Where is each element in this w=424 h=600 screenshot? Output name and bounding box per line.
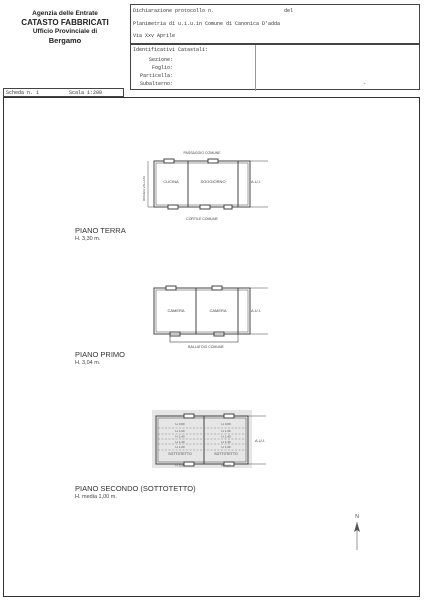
height-mark: H. 1,40 — [221, 440, 231, 444]
floor-height-ground: H. 3,30 m. — [75, 236, 101, 242]
floor-height-second: H. media 1,00 m. — [75, 494, 117, 500]
label-ballatoio-comune: BALLATOIO COMUNE — [188, 345, 224, 349]
room-sottotetto-2: SOTTOTETTO — [214, 452, 238, 456]
subordinate-label: Subalterno: — [139, 81, 173, 87]
room-cucina: CUCINA — [163, 179, 179, 184]
protocol-label: Dichiarazione protocollo n. — [133, 8, 215, 14]
date-label: del — [284, 8, 294, 14]
subordinate-dash: - — [363, 81, 367, 87]
parcel-label: Particella: — [139, 73, 173, 79]
sheet-number: Scheda n. 1 — [6, 90, 40, 96]
height-mark: H. 0,60 — [221, 463, 231, 468]
height-mark: H. 1,40 — [175, 440, 185, 444]
agency-name: Agenzia delle Entrate — [32, 10, 98, 17]
room-camera-2: CAMERA — [209, 308, 227, 313]
floor-height-first: H. 3,04 m. — [75, 360, 101, 366]
agency-header — [0, 10, 130, 46]
height-mark: H. 1,00 — [221, 429, 231, 433]
registry-name: CATASTO FABBRICATI — [21, 18, 109, 27]
height-mark: H. 0,60 — [175, 422, 185, 426]
room-aui-second: A.U.I. — [254, 438, 266, 443]
room-soggiorno: SOGGIORNO — [200, 179, 226, 184]
sheet-info — [3, 88, 124, 97]
height-mark: H. 0,60 — [175, 463, 185, 468]
declaration-box — [130, 4, 420, 44]
office-city: Bergamo — [48, 36, 82, 45]
room-sottotetto-1: SOTTOTETTO — [168, 452, 192, 456]
floor-plan-ground — [140, 145, 270, 225]
cadastral-divider — [255, 45, 256, 91]
height-mark: H. 0,60 — [221, 422, 231, 426]
height-mark: H. 1,00 — [175, 445, 185, 449]
section-label: Sezione: — [148, 57, 173, 63]
north-label: N — [355, 514, 359, 520]
room-camera-1: CAMERA — [167, 308, 185, 313]
height-mark: H. 1,40 — [221, 434, 231, 439]
floor-plan-first — [140, 280, 270, 352]
label-cortile-comune: CORTILE COMUNE — [186, 217, 218, 221]
room-aui-first: A.U.I. — [250, 308, 262, 313]
height-mark: H. 1,00 — [175, 429, 185, 433]
cadastral-heading: Identificativi Catastali: — [133, 47, 209, 53]
cadastral-box — [130, 44, 420, 90]
address: Via Xxv Aprile — [133, 33, 176, 39]
floor-plan-second — [140, 408, 270, 470]
label-passaggio-comune: PASSAGGIO COMUNE — [183, 151, 221, 155]
north-arrow-icon — [349, 512, 365, 552]
height-mark: H. 1,00 — [221, 445, 231, 449]
office-name: Ufficio Provinciale di — [32, 28, 98, 35]
room-aui-ground: A.U.I. — [250, 179, 262, 184]
sheet-label: Foglio: — [151, 65, 173, 71]
label-roggia-vallata: ROGGIA VALLATA — [142, 175, 146, 201]
height-mark: H. 1,40 — [175, 434, 185, 439]
floor-name-second: PIANO SECONDO (SOTTOTETTO) — [75, 484, 196, 493]
sheet-scale: Scala 1:200 — [69, 90, 103, 96]
floor-name-first: PIANO PRIMO — [75, 350, 126, 359]
plan-description: Planimetria di u.i.u.in Comune di Canonica D'adda — [133, 21, 281, 27]
floor-name-ground: PIANO TERRA — [75, 226, 126, 235]
